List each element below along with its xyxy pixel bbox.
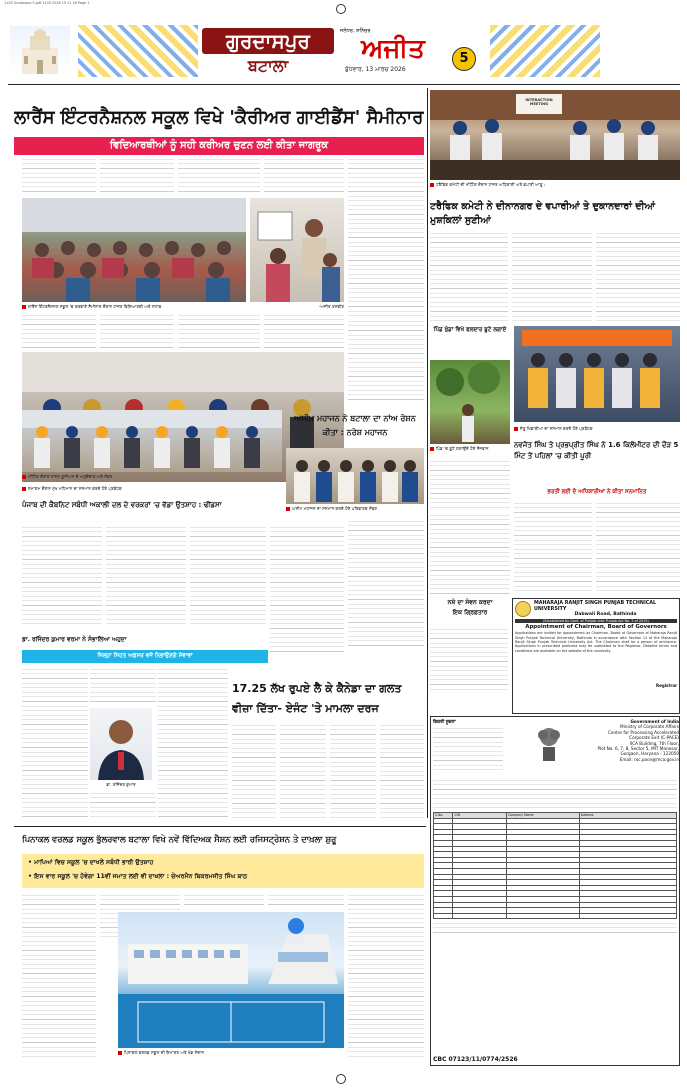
doctor-portrait-caption: ਡਾ. ਰਜਿੰਦਰ ਕੁਮਾਰ bbox=[106, 782, 136, 787]
lead-caption-2-text: ਸਮਾਗਮ ਦੌਰਾਨ ਮੁੱਖ ਮਹਿਮਾਨ ਦਾ ਸਨਮਾਨ ਕਰਦੇ ਹੋਏ ਪ੍ਰਬੰਧਕ bbox=[28, 486, 122, 491]
ad2-table-cell bbox=[453, 913, 506, 919]
lead-body-lower-col2 bbox=[100, 314, 174, 348]
lead-body-col2 bbox=[100, 158, 174, 196]
meeting-caption bbox=[430, 182, 680, 187]
divider-vertical-main bbox=[427, 88, 428, 818]
doctor-body-col2 bbox=[90, 668, 156, 706]
lead-photo-classroom bbox=[22, 198, 246, 302]
lead-body-col4 bbox=[264, 158, 344, 196]
lead-caption-1 bbox=[22, 304, 282, 309]
lead-subhead: ਵਿਦਿਆਰਥੀਆਂ ਨੂੰ ਸਹੀ ਕਰੀਅਰ ਚੁਣਨ ਲਈ ਕੀਤਾ ਜਾਗਰੂਕ bbox=[109, 140, 329, 151]
meeting-body-col1 bbox=[430, 232, 508, 322]
story3-caption bbox=[286, 506, 424, 511]
nasha-title-1: ਨਸ਼ੇ ਦਾ ਸੇਵਨ ਕਰਦਾ bbox=[447, 599, 493, 606]
story2-body-col bbox=[348, 520, 424, 650]
story3-headline-box bbox=[286, 412, 424, 444]
story4-body-col4 bbox=[270, 526, 344, 652]
university-logo-icon bbox=[515, 601, 531, 617]
doctor-headline: ਡਾ. ਰਜਿੰਦਰ ਕੁਮਾਰ ਵਰਮਾ ਨੇ ਸੰਭਾਲਿਆ ਅਹੁਦਾ bbox=[22, 636, 127, 643]
school-photo bbox=[118, 912, 344, 1048]
ad2-heading: ਵਿਕਰੀ ਸੂਚਨਾ bbox=[433, 720, 456, 725]
lead-body-lower-col1 bbox=[22, 314, 96, 348]
sports-photo bbox=[514, 326, 680, 422]
sports-caption bbox=[514, 426, 680, 431]
doctor-headline-box bbox=[22, 634, 268, 646]
lead-subhead-box bbox=[14, 137, 424, 155]
meeting-photo bbox=[430, 90, 680, 180]
ad2-th-sno: S.No. bbox=[434, 813, 453, 819]
page-number-badge bbox=[452, 47, 476, 71]
doctor-portrait bbox=[90, 708, 152, 780]
sports-subhead: ਭਰਤੀ ਲਈ ਦੋ ਅਧਿਕਾਰੀਆਂ ਨੇ ਕੀਤਾ ਸਨਮਾਨਿਤ bbox=[547, 489, 647, 495]
sports-body-col2 bbox=[596, 502, 680, 594]
tree-body bbox=[430, 460, 510, 510]
doctor-body-col3 bbox=[158, 668, 228, 818]
ad2-notice-lines bbox=[433, 779, 677, 809]
sports-headline-box bbox=[514, 440, 680, 478]
visa-headline-line2: ਵੀਜ਼ਾ ਦਿੱਤਾ- ਏਜੰਟ 'ਤੇ ਮਾਮਲਾ ਦਰਜ bbox=[232, 702, 379, 715]
lead-caption-2 bbox=[22, 486, 272, 491]
meeting-body-col2 bbox=[512, 232, 592, 322]
union-caption bbox=[22, 474, 282, 479]
lead-headline: ਲਾਰੈਂਸ ਇੰਟਰਨੈਸ਼ਨਲ ਸਕੂਲ ਵਿਖੇ 'ਕੈਰੀਅਰ ਗਾਈਡੈਂਸ' ਸੈਮੀਨਾਰ bbox=[14, 107, 424, 128]
union-photo bbox=[22, 410, 282, 472]
school-headline-box bbox=[22, 830, 424, 848]
school-body-col5 bbox=[348, 894, 424, 1060]
school-body-col4 bbox=[268, 894, 344, 906]
masthead-city-box bbox=[202, 28, 334, 76]
tree-caption-text: ਪਿੰਡ 'ਚ ਬੂਟੇ ਲਗਾਉਂਦੇ ਹੋਏ ਨੌਜਵਾਨ bbox=[436, 446, 489, 451]
page-number: 5 bbox=[459, 51, 469, 66]
tree-caption bbox=[430, 446, 510, 451]
school-bullet-1: ਮਾਪਿਆਂ ਵਿਚ ਸਕੂਲ 'ਚ ਦਾਖਲੇ ਸਬੰਧੀ ਭਾਰੀ ਉਤਸ਼ਾਹ bbox=[34, 859, 154, 866]
meeting-caption-text: ਟਰੈਫਿਕ ਕਮੇਟੀ ਦੀ ਮੀਟਿੰਗ ਦੌਰਾਨ ਹਾਜ਼ਰ ਅਧਿਕਾਰੀ ਅਤੇ ਵਪਾਰੀ ਆਗੂ। bbox=[436, 182, 546, 187]
ad1-note: (Established by Govt. of Punjab vide Punjab Act No. 5 of 2015) bbox=[515, 619, 677, 624]
meeting-headline-text: ਟਰੈਫਿਕ ਕਮੇਟੀ ਨੇ ਦੀਨਾਨਗਰ ਦੇ ਵਪਾਰੀਆਂ ਤੇ ਦੁਕਾਨਦਾਰਾਂ ਦੀਆਂ ਮੁਸ਼ਕਿਲਾਂ ਸੁਣੀਆਂ bbox=[430, 201, 656, 226]
ad2-left-lines bbox=[433, 727, 503, 773]
sports-subhead-box bbox=[514, 486, 680, 498]
ad2-corporate-exit: Corporate Exit (C-PACE) bbox=[629, 735, 679, 741]
lead-caption-1-text: ਲਾਰੈਂਸ ਇੰਟਰਨੈਸ਼ਨਲ ਸਕੂਲ 'ਚ ਕਰਵਾਏ ਸੈਮੀਨਾਰ ਦੌਰਾਨ ਹਾਜ਼ਰ ਵਿਦਿਆਰਥੀ ਅਤੇ ਸਟਾਫ਼ bbox=[28, 304, 162, 309]
meeting-banner: INTERACTION MEETING bbox=[525, 98, 553, 106]
story3-caption-text: ਅਸੀਮ ਮਹਾਜਨ ਦਾ ਸਨਮਾਨ ਕਰਦੇ ਹੋਏ ਪਰਿਵਾਰਕ ਮੈਂਬਰ bbox=[292, 506, 378, 511]
story4-headline-box bbox=[22, 500, 284, 522]
ad-university bbox=[512, 598, 680, 714]
divider-horizontal-school bbox=[14, 826, 426, 827]
ad2-email: Email: roc.pace@mca.gov.in bbox=[619, 756, 679, 762]
masthead-city-top: ਗੁਰਦਾਸਪੁਰ bbox=[202, 28, 334, 54]
lead-body-col1 bbox=[22, 158, 96, 196]
recruit-body bbox=[430, 514, 510, 594]
masthead-edition: ਜਲੰਧਰ, ਸ਼ਨਿੱਚਰ bbox=[340, 28, 371, 34]
doctor-subhead: ਜ਼ਿਲ੍ਹਾ ਸਿਹਤ ਅਫ਼ਸਰ ਵਜੋਂ ਨਿਭਾਉਣਗੇ ਸੇਵਾਵਾਂ bbox=[97, 653, 193, 659]
ad1-signature: Registrar bbox=[656, 683, 677, 689]
lead-body-lower-col4 bbox=[264, 314, 344, 348]
school-body-col1 bbox=[22, 894, 96, 1060]
story3-headline: ਅਸੀਮ ਮਹਾਜਨ ਨੇ ਬਟਾਲਾ ਦਾ ਨਾਂਅ ਰੋਸ਼ਨ ਕੀਤਾ : ਨਰੇਸ਼ ਮਹਾਜਨ bbox=[294, 414, 416, 437]
school-headline: ਪਿਨਾਕਲ ਵਰਲਡ ਸਕੂਲ ਭੁੱਲਰਵਾਲ ਬਟਾਲਾ ਵਿਖੇ ਨਵੇਂ ਵਿੱਦਿਅਕ ਸੈਸ਼ਨ ਲਈ ਰਜਿਸਟ੍ਰੇਸ਼ਨ ਤੇ ਦਾਖ਼ਲਾ ਸ਼ੁਰੂ bbox=[22, 834, 337, 844]
ad2-centre: Centre for Processing Accelerated bbox=[608, 729, 679, 735]
masthead-date: ਬੁੱਧਵਾਰ, 13 ਮਾਰਚ 2026 bbox=[345, 66, 406, 73]
ad1-body: Applications are invited for appointment as Chairman, Board of Governors of Maharaja Ranjit Singh Punjab Technical University, Bathinda in accordance with Section 12 of the Maharaja Ranjit Singh Punjab Technical University Act. The Chairman shall be a person of eminence. Applications in prescribed proforma may be submitted to the Registrar. Detailed terms and conditions are available on the website of the university. bbox=[515, 631, 677, 653]
ad2-table-cell bbox=[579, 913, 676, 919]
tree-headline: ਪਿੰਡ ਖੁੰਡਾ ਵਿਖੇ ਫਲਦਾਰ ਬੂਟੇ ਲਗਾਏ bbox=[433, 327, 507, 333]
school-photo-caption bbox=[118, 1050, 344, 1055]
masthead-pattern-right bbox=[490, 25, 600, 77]
meeting-body-col3 bbox=[596, 232, 680, 322]
ad2-table-body bbox=[434, 818, 677, 919]
masthead-city-bottom: ਬਟਾਲਾ bbox=[247, 56, 289, 75]
sports-caption-text: ਜੇਤੂ ਖਿਡਾਰੀਆਂ ਦਾ ਸਨਮਾਨ ਕਰਦੇ ਹੋਏ ਪ੍ਰਬੰਧਕ bbox=[520, 426, 593, 431]
masthead-paper-name: ਅਜੀਤ bbox=[361, 34, 425, 64]
doctor-body-col1 bbox=[22, 668, 88, 818]
ad2-th-cin: CIN bbox=[453, 813, 506, 819]
registration-mark-bottom bbox=[336, 1074, 346, 1084]
ad-mca bbox=[430, 716, 680, 1066]
mid-body-a bbox=[348, 320, 424, 400]
school-body-col3 bbox=[184, 894, 264, 906]
doctor-subhead-box bbox=[22, 650, 268, 663]
ad2-th-address: Address bbox=[579, 813, 676, 819]
ad1-university: MAHARAJA RANJIT SINGH PUNJAB TECHNICAL UNIVERSITY bbox=[534, 601, 657, 612]
ad2-address2: Plot No. 6, 7, 8, Sector 5, IMT Manesar, bbox=[597, 746, 679, 752]
story4-body-col3 bbox=[190, 526, 266, 626]
story3-photo bbox=[286, 448, 424, 504]
ad2-table-cell bbox=[506, 913, 579, 919]
school-bullet-2: ਇਸ ਵਾਰ ਸਕੂਲ 'ਚ ਹੋਵੇਗਾ 11ਵੀਂ ਜਮਾਤ ਲਈ ਵੀ ਦਾਖ਼ਲਾ : ਚੇਅਰਮੈਨ ਬਿਕਰਮਜੀਤ ਸਿੰਘ ਬਾਠ bbox=[34, 873, 248, 880]
ad2-address3: Gurgaon, Haryana - 122050 bbox=[620, 751, 679, 757]
ad2-table-row bbox=[434, 913, 677, 919]
nasha-box bbox=[430, 598, 510, 624]
sports-headline: ਨਵਜੋਤ ਸਿੰਘ ਤੇ ਪ੍ਰਭਪ੍ਰੀਤ ਸਿੰਘ ਨੇ 1.6 ਕਿਲੋਮੀਟਰ ਦੀ ਦੌੜ 5 ਮਿੰਟ ਤੋਂ ਪਹਿਲਾਂ 'ਚ ਕੀਤੀ ਪੂਰੀ bbox=[514, 441, 679, 460]
print-slug: 1103 Gurdaspur-5.pdf 1103 2026 15 11 26 Page 1 bbox=[4, 1, 90, 5]
visa-body-col2 bbox=[280, 724, 326, 820]
ad2-govt: Government of India bbox=[630, 719, 679, 724]
ad2-address1: IICA Building, 7th Floor, bbox=[629, 740, 679, 746]
lead-photo-speaker bbox=[250, 198, 344, 302]
emblem-icon bbox=[535, 723, 563, 763]
school-bullets-box: • ਮਾਪਿਆਂ ਵਿਚ ਸਕੂਲ 'ਚ ਦਾਖਲੇ ਸਬੰਧੀ ਭਾਰੀ ਉਤਸ਼ਾਹ • ਇਸ ਵਾਰ ਸਕੂਲ 'ਚ ਹੋਵੇਗਾ 11ਵੀਂ ਜਮਾਤ ਲਈ ਵੀ ਦਾਖ਼ਲਾ : ਚੇਅਰਮੈਨ ਬਿਕਰਮਜੀਤ ਸਿੰਘ ਬਾਠ bbox=[22, 854, 424, 888]
lead-body-col3 bbox=[178, 158, 260, 196]
tree-headline-box bbox=[430, 326, 510, 356]
doctor-body-col4 bbox=[90, 792, 156, 818]
ad1-address: Dabwali Road, Bathinda bbox=[574, 612, 637, 618]
union-caption-text: ਮੀਟਿੰਗ ਦੌਰਾਨ ਹਾਜ਼ਰ ਯੂਨੀਅਨ ਦੇ ਅਹੁਦੇਦਾਰ ਅਤੇ ਮੈਂਬਰ bbox=[28, 474, 113, 479]
divider-horizontal-masthead bbox=[8, 84, 680, 85]
ad1-title: Appointment of Chairman, Board of Governors bbox=[525, 624, 667, 631]
lead-body-lower-col3 bbox=[178, 314, 260, 348]
meeting-headline bbox=[430, 200, 680, 228]
ad2-footnote-lines bbox=[433, 922, 677, 936]
visa-headline-line1: 17.25 ਲੱਖ ਰੁਪਏ ਲੈ ਕੇ ਕੈਨੇਡਾ ਦਾ ਗਲਤ bbox=[232, 682, 402, 695]
visa-body-col3 bbox=[330, 724, 376, 820]
story4-body-col1 bbox=[22, 526, 102, 626]
ad2-table bbox=[433, 812, 677, 919]
masthead-pattern bbox=[78, 25, 198, 77]
nasha-title-2: ਇਕ ਗ੍ਰਿਫ਼ਤਾਰ bbox=[452, 609, 488, 616]
school-photo-caption-text: ਪਿਨਾਕਲ ਵਰਲਡ ਸਕੂਲ ਦੀ ਇਮਾਰਤ ਅਤੇ ਖੇਡ ਮੈਦਾਨ bbox=[124, 1050, 205, 1055]
story4-headline: ਪੰਜਾਬ ਦੀ ਕੈਬਨਿਟ ਸਬੰਧੀ ਅਕਾਲੀ ਦਲ ਦੇ ਵਰਕਰਾਂ 'ਚ ਵੱਡਾ ਉਤਸ਼ਾਹ : ਢੀਂਡਸਾ bbox=[22, 501, 222, 509]
lead-caption-1-credit: -ਅਜੀਤ ਤਸਵੀਰ bbox=[318, 304, 344, 309]
visa-body-col1 bbox=[232, 724, 276, 820]
ad2-th-name: Company Name bbox=[506, 813, 579, 819]
ad2-footer: CBC 07123/11/0774/2526 bbox=[433, 1056, 518, 1063]
nasha-body bbox=[430, 628, 508, 692]
temple-image bbox=[10, 26, 70, 76]
ad2-ministry: Ministry of Corporate Affairs bbox=[620, 724, 679, 730]
sports-body-col1 bbox=[514, 502, 592, 594]
story4-body-col2 bbox=[106, 526, 186, 626]
tree-photo bbox=[430, 360, 510, 444]
visa-body-col4 bbox=[380, 724, 424, 820]
ad2-table-cell bbox=[434, 913, 453, 919]
registration-mark-top bbox=[336, 4, 346, 14]
